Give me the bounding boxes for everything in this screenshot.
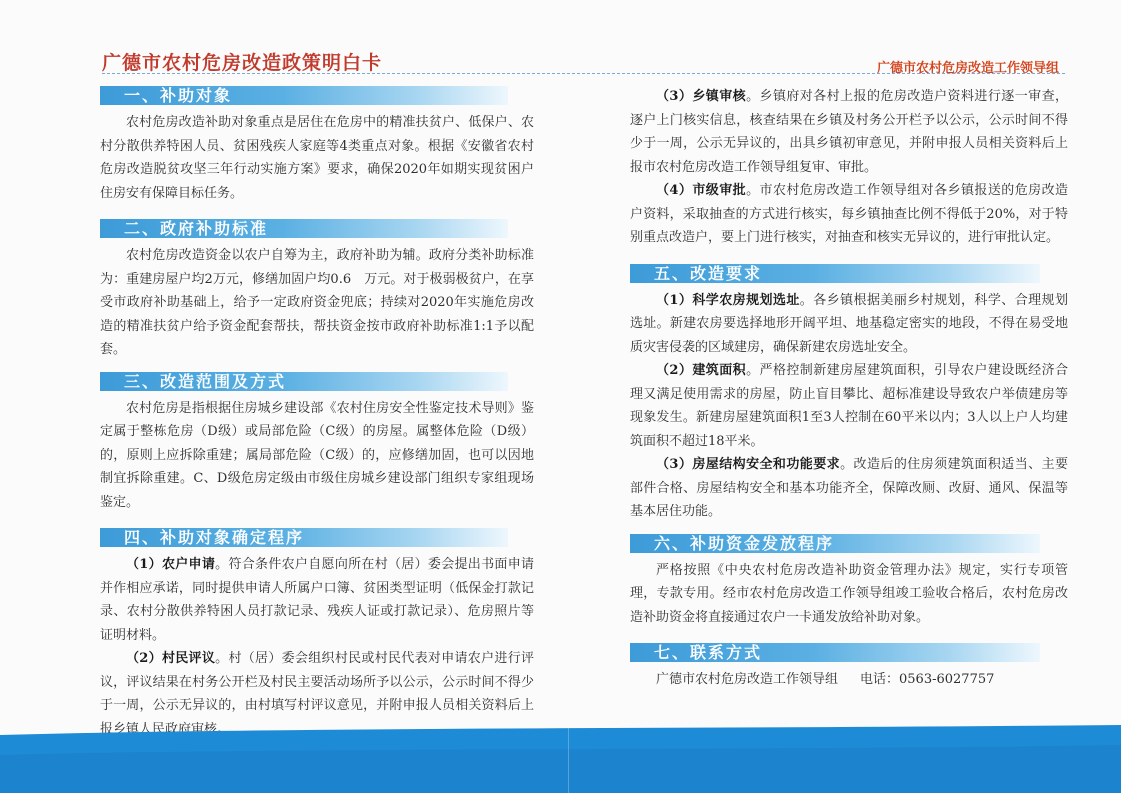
- requirement-1-text: 。各乡镇根据美丽乡村规划，科学、合理规划选址。新建农房要选择地形开阔平坦、地基稳定密实的地段，不得在易受地质灾害侵袭的区域建房，确保新建农房选址安全。: [630, 292, 1068, 355]
- section-heading-requirements: 五、改造要求: [630, 264, 1040, 283]
- section-heading-contact: 七、联系方式: [630, 643, 1040, 662]
- requirement-3: [630, 453, 1068, 524]
- procedure-step-2-label: （2）村民评议: [126, 651, 216, 666]
- procedure-step-1-text: 。符合条件农户自愿向所在村（居）委会提出书面申请并作相应承诺，同时提供申请人所属户口簿、贫困类型证明（低保金打款记录、农村分散供养特困人员打款记录、残疾人证或打款记录）、危房照片等证明材料。: [100, 557, 534, 643]
- subsidy-standard-paragraph: 农村危房改造资金以农户自筹为主，政府补助为辅。政府分类补助标准为：重建房屋户均2万元，修缮加固户均0.6 万元。对于极弱极贫户，在享受市政府补助基础上，给予一定政府资金兜底；持续对2020年实施危房改造的精准扶贫户给予资金配套帮扶，帮扶资金按市政府补助标准1:1予以配套。: [100, 248, 534, 357]
- section-heading-procedure: 四、补助对象确定程序: [100, 528, 508, 547]
- procedure-step-4-text: 。市农村危房改造工作领导组对各乡镇报送的危房改造户资料，采取抽查的方式进行核实，每乡镇抽查比例不得低于20%，对于特别重点改造户，要上门进行核实，对抽查和核实无异议的，进行审批认定。: [630, 183, 1068, 245]
- fold-line: [568, 728, 569, 793]
- contact-line: [630, 668, 1068, 692]
- section-heading-fund-release: 六、补助资金发放程序: [630, 534, 1040, 553]
- requirement-2: [630, 359, 1068, 453]
- procedure-step-2-text: 。村（居）委会组织村民或村民代表对申请农户进行评议，评议结果在村务公开栏及村民主要活动场所予以公示，公示时间不得少于一周，公示无异议的，由村填写村评议意见，并附申报人员相关资料后上报乡镇人民政府审核。: [100, 651, 534, 737]
- procedure-step-1-label: （1）农户申请: [126, 557, 216, 572]
- requirement-3-text: 。改造后的住房须建筑面积适当、主要部件合格、房屋结构安全和基本功能齐全，保障改厕、改厨、通风、保温等基本居住功能。: [630, 457, 1068, 519]
- procedure-step-3-text: 。乡镇府对各村上报的危房改造户资料进行逐一审查，逐户上门核实信息，核查结果在乡镇及村务公开栏予以公示，公示时间不得少于一周，公示无异议的，出具乡镇初审意见，并附申报人员相关资料后上报市农村危房改造工作领导组复审、审批。: [630, 89, 1068, 175]
- section-heading-scope-method: 三、改造范围及方式: [100, 372, 508, 391]
- requirement-1: [630, 289, 1068, 360]
- section-heading-subsidy-standard: 二、政府补助标准: [100, 219, 508, 238]
- requirement-1-label: （1）科学农房规划选址: [656, 292, 800, 308]
- section-heading-subsidy-target: 一、补助对象: [100, 86, 508, 105]
- procedure-step-3-label: （3）乡镇审核: [656, 89, 747, 104]
- contact-phone: 电话：0563-6027757: [860, 672, 995, 687]
- footer-wave-band: [0, 725, 1121, 793]
- right-column: [630, 85, 1068, 692]
- org-header: 广德市农村危房改造工作领导组: [876, 61, 1059, 76]
- procedure-step-4: [630, 179, 1068, 250]
- header-divider: [102, 73, 1065, 74]
- scope-method-paragraph: 农村危房是指根据住房城乡建设部《农村住房安全性鉴定技术导则》鉴定属于整栋危房（D级）或局部危险（C级）的房屋。属整体危险（D级）的，原则上应拆除重建；属局部危险（C级）的，应修缮加固，也可以因地制宜拆除重建。C、D级危房定级由市级住房城乡建设部门组织专家组现场鉴定。: [100, 400, 534, 510]
- left-column: [100, 86, 534, 741]
- procedure-step-3: [630, 85, 1068, 179]
- procedure-step-1: [100, 553, 534, 647]
- requirement-2-label: （2）建筑面积: [656, 363, 747, 378]
- contact-org: 广德市农村危房改造工作领导组: [656, 672, 839, 687]
- requirement-2-text: 。严格控制新建房屋建筑面积，引导农户建设既经济合理又满足使用需求的房屋，防止盲目攀比、超标准建设导致农户举债建房等现象发生。新建房屋建筑面积1至3人控制在60平米以内；3人以上户人均建筑面积不超过18平米。: [630, 363, 1068, 449]
- document-title: 广德市农村危房改造政策明白卡: [102, 52, 383, 74]
- subsidy-target-paragraph: 农村危房改造补助对象重点是居住在危房中的精准扶贫户、低保户、农村分散供养特困人员、贫困残疾人家庭等4类重点对象。根据《安徽省农村危房改造脱贫攻坚三年行动实施方案》要求，确保2020年如期实现贫困户住房安有保障目标任务。: [100, 115, 534, 201]
- procedure-step-4-label: （4）市级审批: [656, 183, 747, 198]
- fund-release-paragraph: 严格按照《中央农村危房改造补助资金管理办法》规定，实行专项管理，专款专用。经市农村危房改造工作领导组竣工验收合格后，农村危房改造补助资金将直接通过农户一卡通发放给补助对象。: [630, 562, 1068, 625]
- requirement-3-label: （3）房屋结构安全和功能要求: [656, 457, 841, 472]
